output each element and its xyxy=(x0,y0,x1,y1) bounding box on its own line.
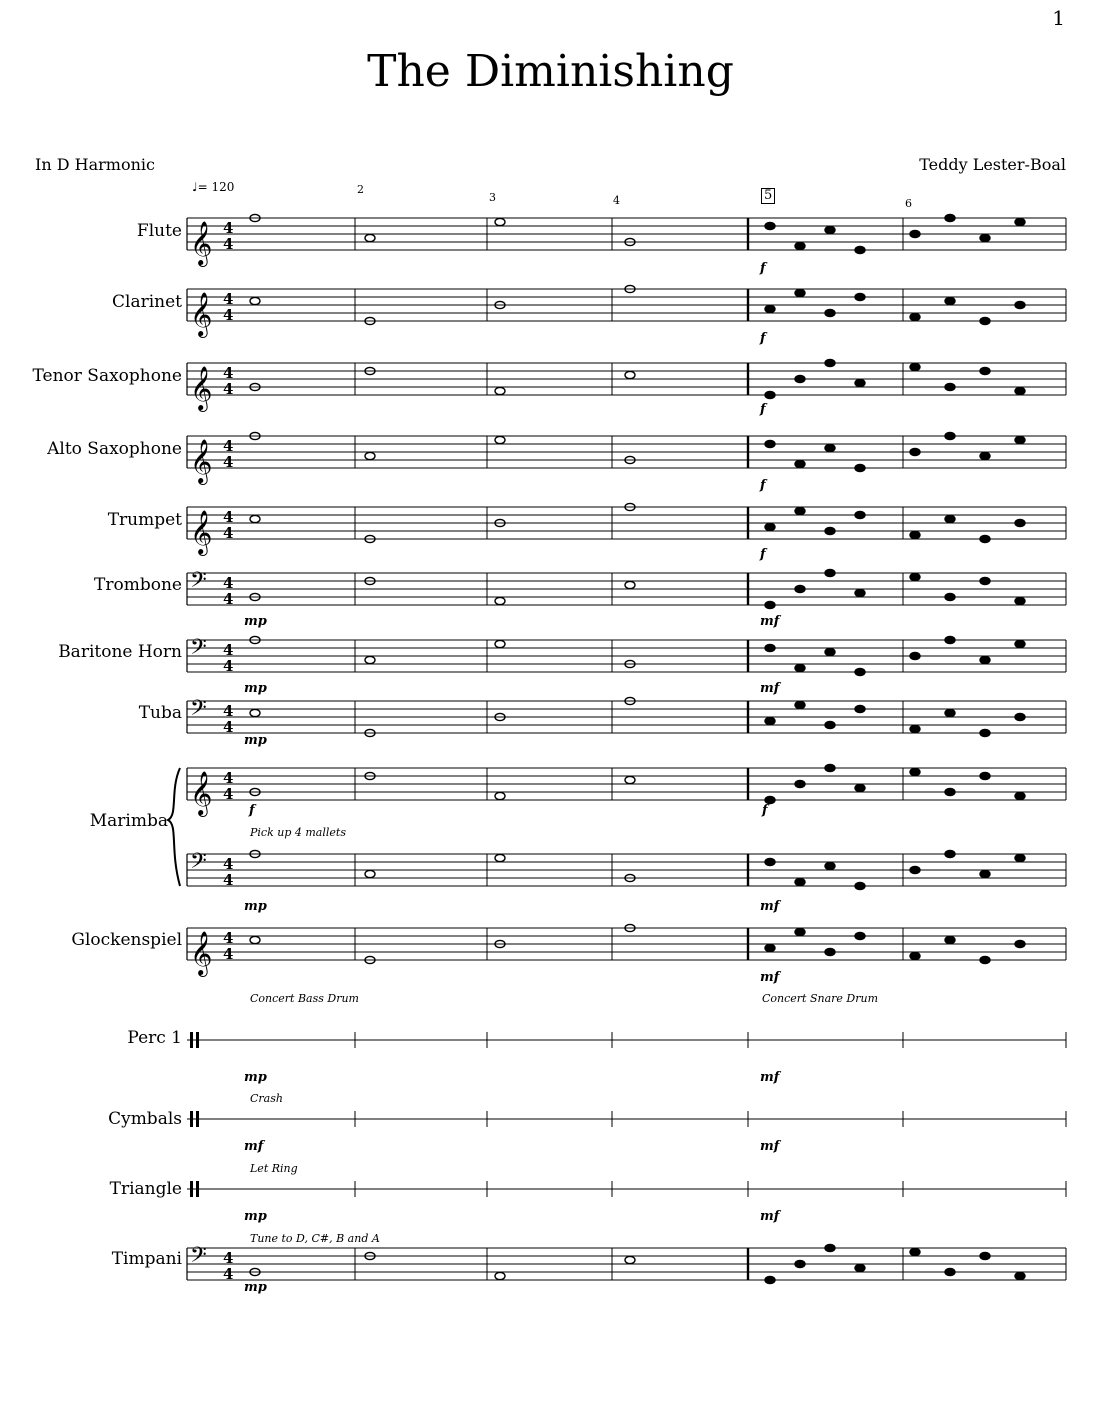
time-signature: 4 xyxy=(223,290,234,308)
note-head xyxy=(910,1248,920,1255)
note-head xyxy=(1015,436,1025,443)
note-head xyxy=(910,363,920,370)
dynamic-marking: mp xyxy=(244,1280,267,1295)
note-head xyxy=(945,936,955,943)
note-head xyxy=(825,1244,835,1251)
note-head xyxy=(855,589,865,596)
dynamic-marking: mf xyxy=(760,1139,780,1154)
note-head xyxy=(765,523,775,530)
note-head xyxy=(250,709,260,716)
note-head xyxy=(910,230,920,237)
note-head xyxy=(765,440,775,447)
dynamic-marking: f xyxy=(760,547,766,562)
note-head xyxy=(765,944,775,951)
percussion-clef xyxy=(196,1111,199,1127)
measure-number: 4 xyxy=(613,194,620,207)
note-head xyxy=(945,1268,955,1275)
bass-clef: 𝄢 xyxy=(190,696,207,726)
dynamic-marking: f xyxy=(762,803,768,818)
treble-clef: 𝄞 xyxy=(190,771,213,815)
note-head xyxy=(910,573,920,580)
instrument-name-triangle: Triangle xyxy=(109,1179,182,1199)
instrument-name-cymbals: Cymbals xyxy=(108,1109,182,1129)
note-head xyxy=(765,858,775,865)
note-head xyxy=(910,652,920,659)
note-head xyxy=(1015,218,1025,225)
treble-clef: 𝄞 xyxy=(190,366,213,410)
time-signature: 4 xyxy=(223,855,234,873)
dynamic-marking: mf xyxy=(760,681,780,696)
note-head xyxy=(825,948,835,955)
note-head xyxy=(855,1264,865,1271)
note-head xyxy=(855,668,865,675)
note-head xyxy=(250,936,260,943)
dynamic-marking: mf xyxy=(760,1070,780,1085)
note-head xyxy=(980,367,990,374)
instrument-name-clarinet: Clarinet xyxy=(112,292,182,312)
note-head xyxy=(795,585,805,592)
note-head xyxy=(825,862,835,869)
note-head xyxy=(495,597,505,604)
time-signature: 4 xyxy=(223,453,234,471)
note-head xyxy=(825,309,835,316)
note-head xyxy=(495,436,505,443)
note-head xyxy=(765,1276,775,1283)
treble-clef: 𝄞 xyxy=(190,439,213,483)
time-signature: 4 xyxy=(223,769,234,787)
dynamic-marking: mp xyxy=(244,1209,267,1224)
note-head xyxy=(945,850,955,857)
dynamic-marking: mf xyxy=(760,614,780,629)
time-signature: 4 xyxy=(223,1265,234,1283)
note-head xyxy=(1015,640,1025,647)
note-head xyxy=(625,581,635,588)
note-head xyxy=(1015,597,1025,604)
note-head xyxy=(795,701,805,708)
note-head xyxy=(855,464,865,471)
dynamic-marking: mf xyxy=(760,1209,780,1224)
dynamic-marking: mf xyxy=(760,899,780,914)
note-head xyxy=(495,1272,505,1279)
note-head xyxy=(495,792,505,799)
time-signature: 4 xyxy=(223,306,234,324)
instrument-name-alto-sax: Alto Saxophone xyxy=(47,439,182,459)
note-head xyxy=(365,234,375,241)
treble-clef: 𝄞 xyxy=(190,292,213,336)
note-head xyxy=(825,226,835,233)
percussion-clef xyxy=(190,1111,193,1127)
time-signature: 4 xyxy=(223,508,234,526)
note-head xyxy=(980,956,990,963)
staff-system xyxy=(168,214,1066,1283)
note-head xyxy=(980,535,990,542)
time-signature: 4 xyxy=(223,380,234,398)
instrument-name-baritone: Baritone Horn xyxy=(58,642,182,662)
note-head xyxy=(795,460,805,467)
instrument-name-trombone: Trombone xyxy=(94,575,182,595)
note-head xyxy=(825,648,835,655)
note-head xyxy=(980,870,990,877)
note-head xyxy=(945,432,955,439)
dynamic-marking: mp xyxy=(244,899,267,914)
measure-number: 2 xyxy=(357,183,364,196)
note-head xyxy=(795,507,805,514)
note-head xyxy=(855,882,865,889)
note-head xyxy=(625,371,635,378)
time-signature: 4 xyxy=(223,871,234,889)
note-head xyxy=(980,656,990,663)
tempo-marking: ♩= 120 xyxy=(192,180,235,194)
note-head xyxy=(795,242,805,249)
note-head xyxy=(980,317,990,324)
percussion-clef xyxy=(196,1032,199,1048)
expression-text: Crash xyxy=(250,1092,283,1105)
instrument-name-marimba: Marimba xyxy=(89,811,168,831)
time-signature: 4 xyxy=(223,590,234,608)
percussion-clef xyxy=(190,1032,193,1048)
note-head xyxy=(945,709,955,716)
note-head xyxy=(855,293,865,300)
expression-text: Tune to D, C#, B and A xyxy=(250,1232,380,1245)
note-head xyxy=(945,515,955,522)
time-signature: 4 xyxy=(223,929,234,947)
note-head xyxy=(980,1252,990,1259)
dynamic-marking: f xyxy=(760,478,766,493)
note-head xyxy=(365,452,375,459)
expression-text: Concert Snare Drum xyxy=(762,992,879,1005)
note-head xyxy=(825,359,835,366)
dynamic-marking: mf xyxy=(760,970,780,985)
note-head xyxy=(765,717,775,724)
time-signature: 4 xyxy=(223,437,234,455)
note-head xyxy=(855,784,865,791)
note-head xyxy=(980,772,990,779)
percussion-clef xyxy=(196,1181,199,1197)
note-head xyxy=(910,725,920,732)
percussion-clef xyxy=(190,1181,193,1197)
instrument-name-flute: Flute xyxy=(136,221,182,241)
time-signature: 4 xyxy=(223,364,234,382)
score-subtitle: In D Harmonic xyxy=(35,155,155,174)
note-head xyxy=(945,214,955,221)
dynamic-marking: f xyxy=(760,261,766,276)
instrument-name-tuba: Tuba xyxy=(138,703,182,723)
note-head xyxy=(795,780,805,787)
note-head xyxy=(825,444,835,451)
note-head xyxy=(910,448,920,455)
note-head xyxy=(1015,854,1025,861)
dynamic-marking: mf xyxy=(244,1139,264,1154)
note-head xyxy=(765,391,775,398)
instrument-name-glockenspiel: Glockenspiel xyxy=(71,930,182,950)
instrument-name-perc1: Perc 1 xyxy=(127,1028,182,1048)
note-head xyxy=(910,866,920,873)
note-head xyxy=(1015,519,1025,526)
note-head xyxy=(765,305,775,312)
bass-clef: 𝄢 xyxy=(190,568,207,598)
note-head xyxy=(825,764,835,771)
time-signature: 4 xyxy=(223,657,234,675)
note-head xyxy=(855,705,865,712)
note-head xyxy=(625,1256,635,1263)
bass-clef: 𝄢 xyxy=(190,849,207,879)
expression-text: Let Ring xyxy=(250,1162,298,1175)
note-head xyxy=(825,569,835,576)
note-head xyxy=(795,289,805,296)
note-head xyxy=(910,768,920,775)
note-head xyxy=(495,640,505,647)
instrument-name-trumpet: Trumpet xyxy=(107,510,182,530)
note-head xyxy=(910,531,920,538)
bass-clef: 𝄢 xyxy=(190,635,207,665)
rehearsal-mark: 5 xyxy=(761,188,775,204)
note-head xyxy=(945,297,955,304)
note-head xyxy=(765,222,775,229)
time-signature: 4 xyxy=(223,641,234,659)
note-head xyxy=(1015,940,1025,947)
note-head xyxy=(980,577,990,584)
treble-clef: 𝄞 xyxy=(190,221,213,265)
note-head xyxy=(825,721,835,728)
note-head xyxy=(1015,1272,1025,1279)
score-title: The Diminishing xyxy=(367,46,734,97)
note-head xyxy=(980,452,990,459)
note-head xyxy=(980,234,990,241)
time-signature: 4 xyxy=(223,219,234,237)
dynamic-marking: f xyxy=(760,402,766,417)
time-signature: 4 xyxy=(223,524,234,542)
note-head xyxy=(795,1260,805,1267)
measure-number: 6 xyxy=(905,197,912,210)
dynamic-marking: mp xyxy=(244,733,267,748)
composer: Teddy Lester-Boal xyxy=(919,155,1066,174)
instrument-name-timpani: Timpani xyxy=(111,1249,182,1269)
note-head xyxy=(365,656,375,663)
bass-clef: 𝄢 xyxy=(190,1243,207,1273)
time-signature: 4 xyxy=(223,574,234,592)
note-head xyxy=(765,796,775,803)
note-head xyxy=(495,218,505,225)
note-head xyxy=(765,601,775,608)
note-head xyxy=(625,776,635,783)
note-head xyxy=(945,636,955,643)
note-head xyxy=(855,511,865,518)
note-head xyxy=(980,729,990,736)
note-head xyxy=(1015,792,1025,799)
treble-clef: 𝄞 xyxy=(190,510,213,554)
note-head xyxy=(910,952,920,959)
note-head xyxy=(1015,387,1025,394)
measure-number: 3 xyxy=(489,191,496,204)
instrument-name-tenor-sax: Tenor Saxophone xyxy=(32,366,182,386)
note-head xyxy=(1015,301,1025,308)
page-number: 1 xyxy=(1052,6,1065,30)
note-head xyxy=(495,854,505,861)
dynamic-marking: f xyxy=(760,331,766,346)
note-head xyxy=(365,870,375,877)
note-head xyxy=(945,788,955,795)
note-head xyxy=(945,383,955,390)
expression-text: Concert Bass Drum xyxy=(250,992,359,1005)
note-head xyxy=(855,379,865,386)
note-head xyxy=(855,246,865,253)
dynamic-marking: mp xyxy=(244,681,267,696)
note-head xyxy=(825,527,835,534)
dynamic-marking: mp xyxy=(244,1070,267,1085)
time-signature: 4 xyxy=(223,785,234,803)
note-head xyxy=(945,593,955,600)
time-signature: 4 xyxy=(223,1249,234,1267)
dynamic-marking: f xyxy=(249,803,255,818)
note-head xyxy=(250,515,260,522)
time-signature: 4 xyxy=(223,702,234,720)
note-head xyxy=(855,932,865,939)
time-signature: 4 xyxy=(223,718,234,736)
note-head xyxy=(795,375,805,382)
note-head xyxy=(1015,713,1025,720)
note-head xyxy=(910,313,920,320)
dynamic-marking: mp xyxy=(244,614,267,629)
note-head xyxy=(765,644,775,651)
note-head xyxy=(495,387,505,394)
note-head xyxy=(795,928,805,935)
note-head xyxy=(250,297,260,304)
grand-staff-brace xyxy=(168,768,180,886)
expression-text: Pick up 4 mallets xyxy=(250,826,346,839)
time-signature: 4 xyxy=(223,235,234,253)
note-head xyxy=(795,878,805,885)
note-head xyxy=(795,664,805,671)
treble-clef: 𝄞 xyxy=(190,931,213,975)
time-signature: 4 xyxy=(223,945,234,963)
